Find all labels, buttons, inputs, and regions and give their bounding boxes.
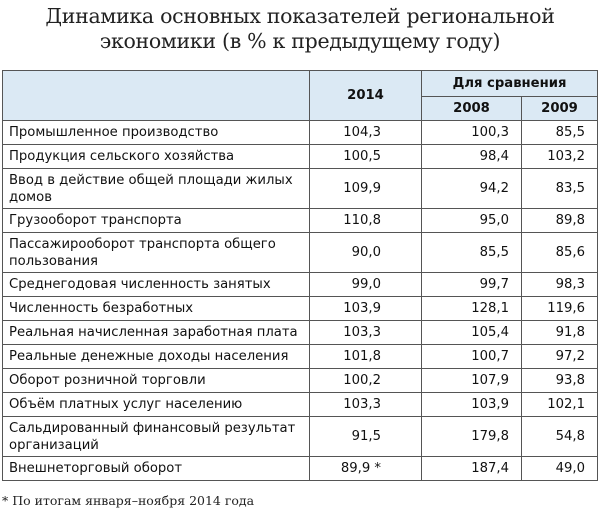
row-label: Оборот розничной торговли [3, 369, 310, 393]
table-row [3, 369, 598, 393]
table-row [3, 345, 598, 369]
value-2009: 97,2 [522, 345, 598, 369]
value-2008: 179,8 [422, 417, 522, 457]
value-2014: 101,8 [310, 345, 422, 369]
table-row [3, 273, 598, 297]
table-row [3, 121, 598, 145]
value-2009: 98,3 [522, 273, 598, 297]
value-2009: 83,5 [522, 169, 598, 209]
value-2008: 99,7 [422, 273, 522, 297]
value-2008: 94,2 [422, 169, 522, 209]
value-2009: 103,2 [522, 145, 598, 169]
table-row [3, 209, 598, 233]
table-row [3, 321, 598, 345]
value-2014: 99,0 [310, 273, 422, 297]
header-indicator-cell [3, 71, 310, 121]
row-label: Объём платных услуг населению [3, 393, 310, 417]
footnote: * По итогам января–ноября 2014 года [2, 493, 255, 508]
value-2014: 103,9 [310, 297, 422, 321]
indicators-table [2, 70, 598, 481]
value-2014: 110,8 [310, 209, 422, 233]
row-label: Пассажирооборот транспорта общего пользования [3, 233, 310, 273]
header-year-2014: 2014 [310, 71, 422, 121]
value-2008: 98,4 [422, 145, 522, 169]
title-line-2: экономики (в % к предыдущему году) [99, 29, 501, 53]
row-label: Реальная начисленная заработная плата [3, 321, 310, 345]
value-2008: 103,9 [422, 393, 522, 417]
header-comparison: Для сравнения [422, 71, 598, 97]
value-2014: 104,3 [310, 121, 422, 145]
page-title [0, 4, 600, 54]
value-2014: 91,5 [310, 417, 422, 457]
table-row [3, 169, 598, 209]
row-label: Грузооборот транспорта [3, 209, 310, 233]
value-2009: 102,1 [522, 393, 598, 417]
table-body [3, 121, 598, 481]
value-2009: 93,8 [522, 369, 598, 393]
value-2014: 103,3 [310, 393, 422, 417]
row-label: Численность безработных [3, 297, 310, 321]
title-line-1: Динамика основных показателей региональной [45, 4, 555, 28]
table-row [3, 297, 598, 321]
value-2009: 85,5 [522, 121, 598, 145]
row-label: Реальные денежные доходы населения [3, 345, 310, 369]
table-row [3, 233, 598, 273]
table-row [3, 145, 598, 169]
value-2009: 85,6 [522, 233, 598, 273]
value-2009: 119,6 [522, 297, 598, 321]
value-2009: 89,8 [522, 209, 598, 233]
value-2008: 100,7 [422, 345, 522, 369]
value-2008: 85,5 [422, 233, 522, 273]
table-row [3, 393, 598, 417]
value-2014: 90,0 [310, 233, 422, 273]
header-year-2009: 2009 [522, 97, 598, 121]
table-row [3, 457, 598, 481]
row-label: Внешнеторговый оборот [3, 457, 310, 481]
row-label: Сальдированный финансовый результат организаций [3, 417, 310, 457]
value-2008: 105,4 [422, 321, 522, 345]
row-label: Среднегодовая численность занятых [3, 273, 310, 297]
value-2014: 103,3 [310, 321, 422, 345]
value-2014: 109,9 [310, 169, 422, 209]
value-2009: 91,8 [522, 321, 598, 345]
value-2008: 128,1 [422, 297, 522, 321]
header-year-2008: 2008 [422, 97, 522, 121]
value-2008: 187,4 [422, 457, 522, 481]
value-2008: 95,0 [422, 209, 522, 233]
value-2014: 89,9 * [310, 457, 422, 481]
row-label: Ввод в действие общей площади жилых домов [3, 169, 310, 209]
value-2009: 54,8 [522, 417, 598, 457]
value-2014: 100,5 [310, 145, 422, 169]
value-2008: 107,9 [422, 369, 522, 393]
row-label: Промышленное производство [3, 121, 310, 145]
value-2009: 49,0 [522, 457, 598, 481]
value-2014: 100,2 [310, 369, 422, 393]
table-row [3, 417, 598, 457]
value-2008: 100,3 [422, 121, 522, 145]
row-label: Продукция сельского хозяйства [3, 145, 310, 169]
